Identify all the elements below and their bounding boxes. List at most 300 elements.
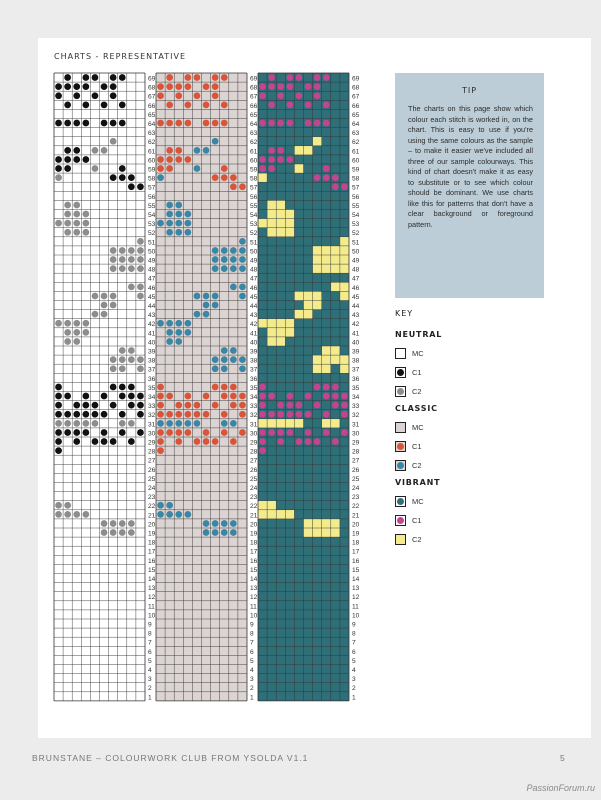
chart-stitch [314,220,321,227]
chart-stitch [296,384,303,391]
chart-stitch [332,293,339,300]
chart-stitch [323,638,330,645]
chart-cell [322,246,331,255]
chart-stitch [296,211,303,218]
chart-stitch [259,602,266,609]
chart-stitch [332,593,339,600]
chart-stitch [296,629,303,636]
row-number: 65 [250,111,258,119]
chart-stitch [64,74,71,81]
chart-stitch [101,293,108,300]
chart-stitch [259,529,266,536]
chart-stitch [341,402,348,409]
chart-stitch [332,620,339,627]
row-number: 60 [148,157,156,165]
chart-stitch [268,584,275,591]
row-number: 16 [352,557,360,565]
chart-stitch [341,183,348,190]
chart-stitch [194,165,201,172]
chart-stitch [230,420,237,427]
chart-stitch [268,384,275,391]
chart-stitch [175,420,182,427]
chart-stitch [296,111,303,118]
row-number: 33 [352,403,360,411]
chart-stitch [277,402,284,409]
chart-stitch [323,593,330,600]
row-number: 31 [250,421,258,429]
chart-stitch [259,101,266,108]
chart-stitch [277,384,284,391]
chart-stitch [230,347,237,354]
chart-stitch [332,229,339,236]
chart-cell [313,364,322,373]
chart-cell [267,200,276,209]
row-number: 12 [148,594,156,602]
row-number: 35 [250,384,258,392]
chart-cell [304,301,313,310]
key-item [395,382,442,401]
chart-stitch [259,165,266,172]
row-number: 64 [352,121,360,128]
tip-text: The charts on this page show which colour each stitch is worked in, on the chart. This is easy to use if you're using the same colours as the sample – to make it easier we've included all three of our sample colourways. This kind of chart doesn't make it as easy to substitute or to see which colour should be dominant. We use charts like this for patterns that don't have a clear background or foreground pattern. [408,104,533,229]
chart-cell [322,419,331,428]
chart-cell [331,528,340,537]
chart-stitch [314,593,321,600]
key-swatch [395,441,406,452]
chart-stitch [341,611,348,618]
chart-stitch [314,329,321,336]
chart-stitch [314,165,321,172]
chart-stitch [286,429,293,436]
chart-stitch [268,429,275,436]
chart-cell [322,519,331,528]
chart-stitch [286,447,293,454]
chart-stitch [259,92,266,99]
chart-stitch [332,647,339,654]
row-number: 67 [148,93,156,101]
chart-stitch [277,657,284,664]
chart-stitch [157,120,164,127]
chart-stitch [323,447,330,454]
row-number: 63 [352,130,360,138]
chart-stitch [82,220,89,227]
chart-stitch [341,675,348,682]
chart-stitch [296,229,303,236]
chart-stitch [101,393,108,400]
chart-stitch [268,274,275,281]
chart-stitch [314,629,321,636]
chart-stitch [166,147,173,154]
chart-stitch [55,83,62,90]
chart-stitch [323,602,330,609]
chart-stitch [296,220,303,227]
row-number: 53 [250,221,258,229]
chart-cell [331,519,340,528]
chart-stitch [73,120,80,127]
chart-stitch [166,156,173,163]
chart-stitch [323,338,330,345]
chart-stitch [259,475,266,482]
chart-stitch [332,511,339,518]
chart-stitch [277,611,284,618]
chart-stitch [286,374,293,381]
chart-stitch [296,584,303,591]
chart-stitch [73,211,80,218]
chart-stitch [332,120,339,127]
chart-stitch [268,192,275,199]
key-label: MC [412,497,424,506]
chart-stitch [259,693,266,700]
chart-stitch [268,302,275,309]
chart-cell [285,210,294,219]
chart-stitch [73,320,80,327]
chart-cell [340,255,349,264]
chart-stitch [314,156,321,163]
chart-stitch [314,684,321,691]
chart-stitch [184,402,191,409]
chart-stitch [137,238,144,245]
chart-stitch [166,101,173,108]
chart-stitch [332,475,339,482]
chart-stitch [305,384,312,391]
chart-stitch [286,83,293,90]
chart-stitch [259,238,266,245]
chart-stitch [119,247,126,254]
chart-stitch [305,456,312,463]
chart-cell [340,364,349,373]
chart-stitch [286,647,293,654]
chart-stitch [73,338,80,345]
row-number: 49 [352,257,360,265]
row-number: 5 [250,657,254,665]
row-number: 23 [148,494,156,502]
chart-stitch [305,83,312,90]
chart-stitch [286,611,293,618]
chart-stitch [268,411,275,418]
chart-stitch [314,320,321,327]
row-number: 37 [148,366,156,374]
chart-stitch [286,629,293,636]
chart-stitch [137,356,144,363]
chart-stitch [286,666,293,673]
chart-stitch [286,538,293,545]
key-label: C2 [412,535,422,544]
key-label: C2 [412,387,422,396]
chart-stitch [296,693,303,700]
row-number: 7 [250,639,254,647]
chart-stitch [323,83,330,90]
chart-stitch [157,447,164,454]
chart-cell [340,355,349,364]
chart-stitch [175,202,182,209]
chart-stitch [296,447,303,454]
chart-cell [313,519,322,528]
chart-stitch [341,693,348,700]
key-dot-icon [397,443,404,450]
chart-stitch [221,174,228,181]
chart-stitch [221,101,228,108]
chart-stitch [296,475,303,482]
row-number: 45 [148,293,156,301]
chart-stitch [305,374,312,381]
chart-stitch [296,174,303,181]
key-dot-icon [397,369,404,376]
chart-stitch [332,411,339,418]
chart-stitch [203,311,210,318]
chart-stitch [55,447,62,454]
chart-stitch [341,511,348,518]
chart-stitch [296,666,303,673]
chart-stitch [73,220,80,227]
chart-stitch [277,83,284,90]
chart-stitch [296,684,303,691]
chart-stitch [119,420,126,427]
chart-stitch [64,320,71,327]
chart-stitch [128,347,135,354]
row-number: 7 [352,639,356,647]
page-number: 5 [560,753,565,763]
chart-stitch [268,374,275,381]
chart-stitch [268,120,275,127]
chart-stitch [323,156,330,163]
chart-stitch [128,402,135,409]
chart-cell [258,501,267,510]
chart-stitch [296,274,303,281]
chart-stitch [277,465,284,472]
chart-stitch [286,475,293,482]
row-number: 34 [250,394,258,401]
chart-stitch [101,147,108,154]
chart-stitch [184,220,191,227]
chart-stitch [332,83,339,90]
chart-stitch [259,484,266,491]
row-number: 41 [148,330,156,338]
chart-stitch [221,256,228,263]
chart-stitch [277,575,284,582]
chart-stitch [341,411,348,418]
chart-stitch [73,411,80,418]
chart-stitch [101,411,108,418]
chart-stitch [332,547,339,554]
chart-cell [331,282,340,291]
chart-stitch [296,192,303,199]
chart-stitch [286,365,293,372]
chart-stitch [277,566,284,573]
chart-stitch [314,638,321,645]
row-number: 1 [148,694,152,702]
chart-stitch [212,74,219,81]
chart-cell [267,337,276,346]
chart-stitch [296,657,303,664]
chart-stitch [184,329,191,336]
chart-stitch [259,493,266,500]
row-number: 20 [250,521,258,529]
chart-stitch [286,411,293,418]
chart-stitch [341,120,348,127]
chart-stitch [259,666,266,673]
chart-stitch [110,256,117,263]
chart-stitch [212,402,219,409]
chart-stitch [268,529,275,536]
chart-cell [331,346,340,355]
chart-stitch [110,365,117,372]
chart-stitch [323,611,330,618]
row-number: 55 [250,202,258,210]
chart-stitch [341,556,348,563]
chart-stitch [259,338,266,345]
chart-stitch [259,620,266,627]
chart-stitch [64,101,71,108]
chart-stitch [332,365,339,372]
chart-stitch [128,529,135,536]
chart-stitch [175,220,182,227]
chart-stitch [259,129,266,136]
chart-stitch [286,138,293,145]
chart-stitch [110,120,117,127]
chart-stitch [73,202,80,209]
row-number: 43 [352,312,360,320]
row-number: 18 [352,539,360,547]
chart-stitch [314,666,321,673]
chart-stitch [212,384,219,391]
chart-stitch [277,293,284,300]
chart-stitch [239,411,246,418]
row-number: 25 [352,475,360,483]
row-number: 1 [352,694,356,702]
row-number: 19 [250,530,258,538]
chart-stitch [277,638,284,645]
chart-stitch [305,465,312,472]
chart-stitch [184,511,191,518]
chart-stitch [157,438,164,445]
chart-stitch [277,165,284,172]
key-label: C2 [412,461,422,470]
row-number: 24 [148,485,156,492]
chart-stitch [286,183,293,190]
chart-stitch [314,111,321,118]
chart-stitch [296,101,303,108]
row-number: 62 [250,139,258,147]
chart-stitch [314,484,321,491]
chart-stitch [323,675,330,682]
chart-stitch [73,329,80,336]
row-number: 38 [250,357,258,365]
chart-cell [313,291,322,300]
chart-stitch [341,638,348,645]
chart-stitch [268,611,275,618]
chart-stitch [55,393,62,400]
row-number: 12 [352,594,360,602]
chart-stitch [259,247,266,254]
chart-stitch [82,156,89,163]
chart-stitch [268,156,275,163]
row-number: 66 [352,102,360,110]
chart-stitch [332,456,339,463]
row-number: 69 [250,75,258,83]
chart-stitch [128,183,135,190]
chart-stitch [82,429,89,436]
chart-stitch [128,393,135,400]
chart-stitch [314,611,321,618]
chart-stitch [166,393,173,400]
chart-stitch [212,438,219,445]
chart-stitch [277,484,284,491]
chart-stitch [277,356,284,363]
row-number: 56 [352,193,360,201]
chart-stitch [323,92,330,99]
chart-stitch [286,129,293,136]
row-number: 10 [352,612,360,620]
chart-stitch [203,438,210,445]
chart-stitch [259,293,266,300]
chart-stitch [119,174,126,181]
chart-stitch [119,101,126,108]
chart-stitch [341,456,348,463]
chart-stitch [305,192,312,199]
row-number: 34 [148,394,156,401]
chart-stitch [332,211,339,218]
chart-cell [285,328,294,337]
chart-stitch [175,92,182,99]
chart-stitch [323,475,330,482]
chart-stitch [314,438,321,445]
chart-stitch [305,620,312,627]
chart-stitch [341,165,348,172]
chart-stitch [296,638,303,645]
chart-stitch [203,529,210,536]
chart-cell [276,219,285,228]
chart-stitch [230,283,237,290]
chart-stitch [259,447,266,454]
row-number: 55 [148,202,156,210]
chart-stitch [323,393,330,400]
chart-stitch [73,438,80,445]
key-swatch [395,515,406,526]
row-number: 62 [148,139,156,147]
chart-stitch [323,493,330,500]
row-number: 39 [250,348,258,356]
chart-cell [294,146,303,155]
row-number: 67 [352,93,360,101]
chart-stitch [323,274,330,281]
chart-stitch [166,420,173,427]
chart-stitch [296,120,303,127]
row-number: 42 [148,321,156,329]
chart-stitch [277,475,284,482]
chart-cell [267,328,276,337]
chart-stitch [323,620,330,627]
chart-stitch [82,393,89,400]
chart-cell [340,264,349,273]
chart-stitch [64,420,71,427]
chart-stitch [268,629,275,636]
chart-stitch [305,484,312,491]
chart-stitch [286,247,293,254]
chart-stitch [332,484,339,491]
row-number: 59 [250,166,258,174]
chart-stitch [305,593,312,600]
chart-stitch [314,420,321,427]
row-number: 23 [250,494,258,502]
chart-stitch [82,511,89,518]
chart-stitch [259,265,266,272]
key-swatch [395,367,406,378]
row-number: 68 [352,84,360,92]
chart-stitch [341,584,348,591]
chart-cell [331,264,340,273]
chart-stitch [239,283,246,290]
chart-stitch [296,338,303,345]
